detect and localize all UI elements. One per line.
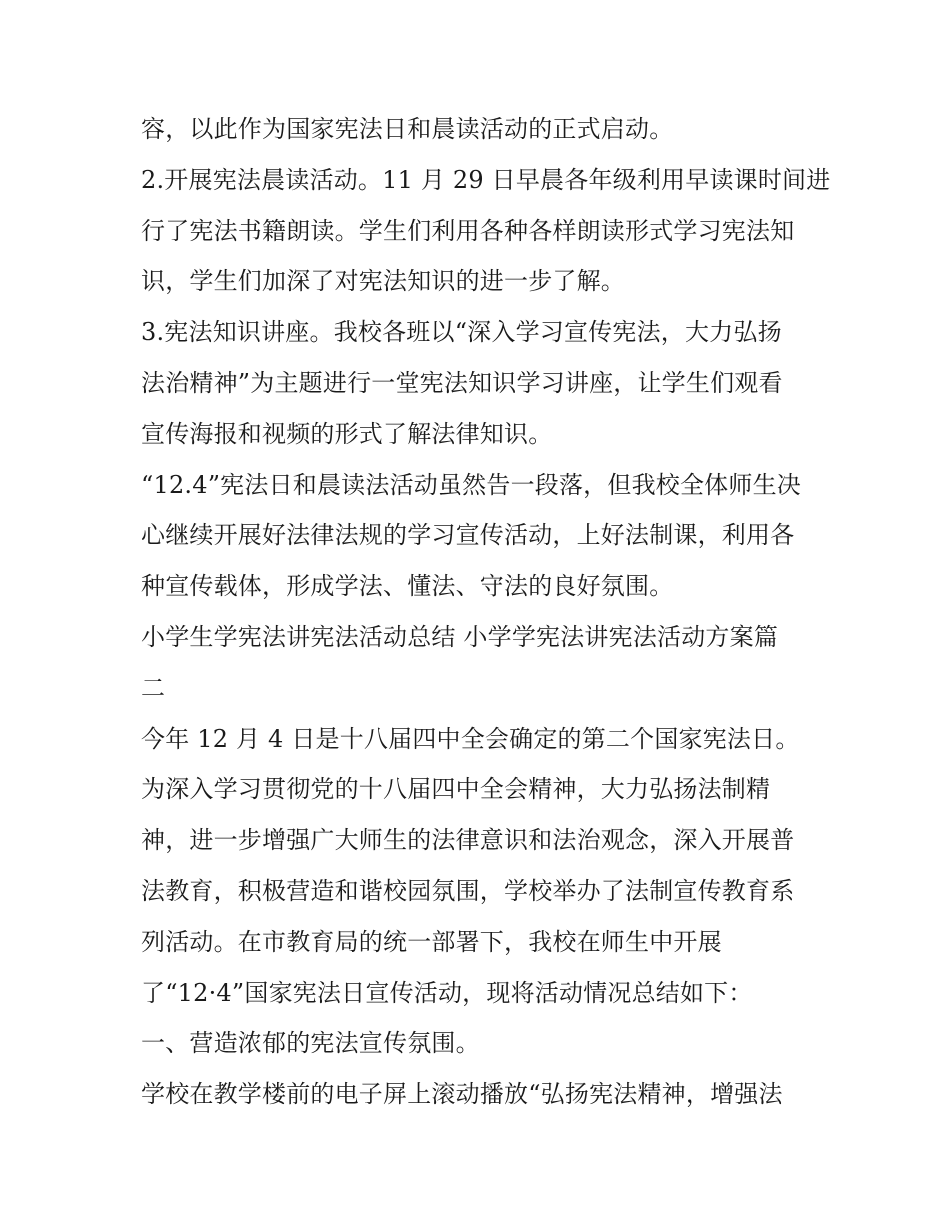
- text-line: 一、营造浓郁的宪法宣传氛围。: [141, 1029, 480, 1058]
- text-line: 法治精神”为主题进行一堂宪法知识学习讲座，让学生们观看: [141, 368, 783, 397]
- document-body: [141, 104, 831, 1120]
- text-line: 神，进一步增强广大师生的法律意识和法治观念，深入开展普: [141, 826, 795, 855]
- text-line: 列活动。在市教育局的统一部署下，我校在师生中开展: [141, 927, 722, 956]
- text-line: “12.4”宪法日和晨读法活动虽然告一段落，但我校全体师生决: [141, 470, 801, 499]
- text-line: 行了宪法书籍朗读。学生们利用各种各样朗读形式学习宪法知: [141, 216, 795, 245]
- text-line: 法教育，积极营造和谐校园氛围，学校举办了法制宣传教育系: [141, 876, 795, 905]
- text-line: 识，学生们加深了对宪法知识的进一步了解。: [141, 267, 625, 296]
- text-line: 学校在教学楼前的电子屏上滚动播放“弘扬宪法精神，增强法: [141, 1080, 783, 1109]
- text-line: 今年 12 月 4 日是十八届四中全会确定的第二个国家宪法日。: [141, 724, 800, 753]
- text-line: 2.开展宪法晨读活动。11 月 29 日早晨各年级利用早读课时间进: [141, 165, 831, 194]
- text-line: 种宣传载体，形成学法、懂法、守法的良好氛围。: [141, 572, 674, 601]
- text-line: 宣传海报和视频的形式了解法律知识。: [141, 419, 553, 448]
- text-line: 为深入学习贯彻党的十八届四中全会精神，大力弘扬法制精: [141, 775, 771, 804]
- text-line: 容，以此作为国家宪法日和晨读活动的正式启动。: [141, 115, 674, 143]
- section-heading-line: 二: [141, 673, 166, 702]
- text-line: 3.宪法知识讲座。我校各班以“深入学习宣传宪法，大力弘扬: [141, 318, 782, 347]
- text-line: 心继续开展好法律法规的学习宣传活动，上好法制课，利用各: [141, 521, 795, 550]
- text-line: 了“12·4”国家宪法日宣传活动，现将活动情况总结如下：: [141, 978, 753, 1007]
- section-heading-line: 小学生学宪法讲宪法活动总结 小学学宪法讲宪法活动方案篇: [141, 622, 779, 651]
